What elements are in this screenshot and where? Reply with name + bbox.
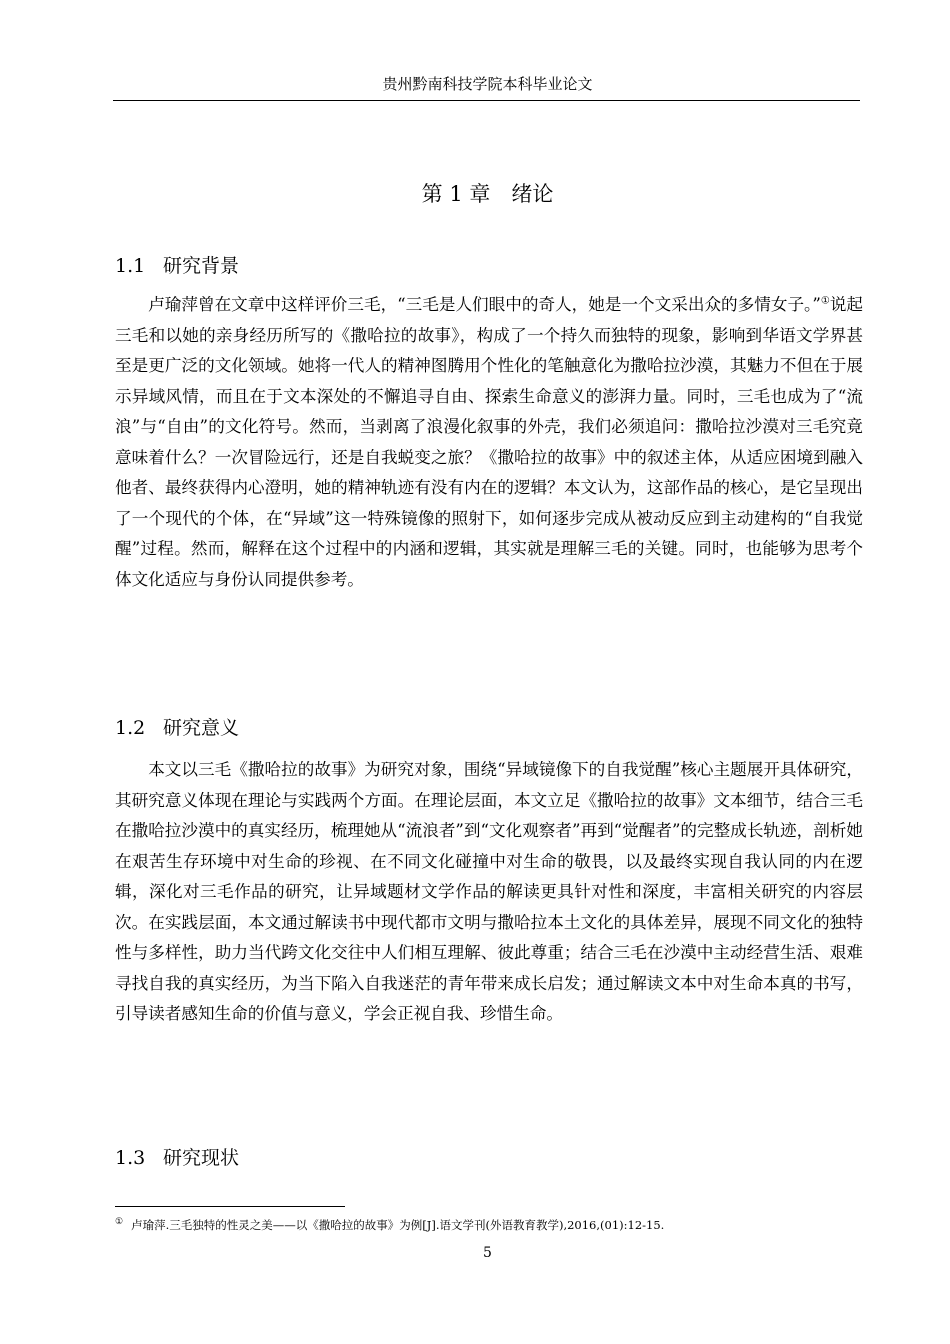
section-title: 研究意义 — [163, 717, 240, 739]
section-title: 研究现状 — [163, 1147, 240, 1169]
background-paragraph — [115, 290, 863, 595]
page-number: 5 — [483, 1245, 492, 1261]
section-heading-1-3 — [115, 1144, 239, 1172]
footnote-mark: ① — [115, 1217, 124, 1227]
section-heading-1-2 — [115, 714, 239, 742]
page-header-title: 贵州黔南科技学院本科毕业论文 — [382, 75, 593, 93]
footnote-reference: ① — [820, 295, 830, 307]
significance-paragraph: 本文以三毛《撒哈拉的故事》为研究对象，围绕“异域镜像下的自我觉醒”核心主题展开具体研究，其研究意义体现在理论与实践两个方面。在理论层面，本文立足《撒哈拉的故事》文本细节，结合三毛在撒哈拉沙漠中的真实经历，梳理她从“流浪者”到“文化观察者”再到“觉醒者”的完整成长轨迹，剖析她在艰苦生存环境中对生命的珍视、在不同文化碰撞中对生命的敬畏，以及最终实现自我认同的内在逻辑，深化对三毛作品的研究，让异域题材文学作品的解读更具针对性和深度，丰富相关研究的内容层次。在实践层面，本文通过解读书中现代都市文明与撒哈拉本土文化的具体差异，展现不同文化的独特性与多样性，助力当代跨文化交往中人们相互理解、彼此尊重；结合三毛在沙漠中主动经营生活、艰难寻找自我的真实经历，为当下陷入自我迷茫的青年带来成长启发；通过解读文本中对生命本真的书写，引导读者感知生命的价值与意义，学会正视自我、珍惜生命。 — [115, 760, 863, 1023]
section-number: 1.3 — [115, 1147, 146, 1169]
footnote — [115, 1214, 865, 1233]
section-heading-1-1 — [115, 252, 239, 280]
footnote-divider — [115, 1206, 345, 1207]
footnote-text: 卢瑜萍.三毛独特的性灵之美——以《撒哈拉的故事》为例[J].语文学刊(外语教育教学),2016,(01):12-15. — [131, 1217, 665, 1232]
chapter-title: 第 1 章 绪论 — [421, 182, 554, 206]
section-title: 研究背景 — [163, 255, 240, 277]
section-number: 1.2 — [115, 717, 146, 739]
section-number: 1.1 — [115, 255, 146, 277]
paragraph-text: 说起三毛和以她的亲身经历所写的《撒哈拉的故事》，构成了一个持久而独特的现象，影响到华语文学界甚至是更广泛的文化领域。她将一代人的精神图腾用个性化的笔触意化为撒哈拉沙漠，其魅力不但在于展示异域风情，而且在于文本深处的不懈追寻自由、探索生命意义的澎湃力量。同时，三毛也成为了“流浪”与“自由”的文化符号。然而，当剥离了浪漫化叙事的外壳，我们必须追问：撒哈拉沙漠对三毛究竟意味着什么？一次冒险远行，还是自我蜕变之旅？《撒哈拉的故事》中的叙述主体，从适应困境到融入他者、最终获得内心澄明，她的精神轨迹有没有内在的逻辑？本文认为，这部作品的核心，是它呈现出了一个现代的个体，在“异域”这一特殊镜像的照射下，如何逐步完成从被动反应到主动建构的“自我觉醒”过程。然而，解释在这个过程中的内涵和逻辑，其实就是理解三毛的关键。同时，也能够为思考个体文化适应与身份认同提供参考。 — [115, 295, 864, 589]
header-divider — [113, 100, 860, 101]
paragraph-text: 卢瑜萍曾在文章中这样评价三毛，“三毛是人们眼中的奇人，她是一个文采出众的多情女子。” — [148, 295, 821, 314]
